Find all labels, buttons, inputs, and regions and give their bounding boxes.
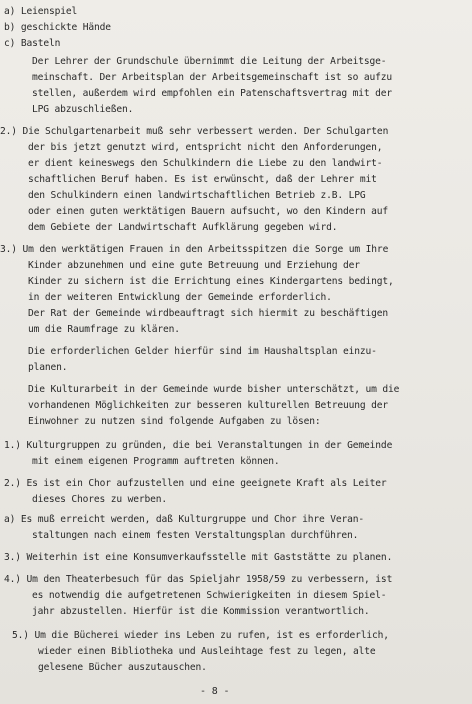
text-line: stellen, außerdem wird empfohlen ein Patenschaftsvertrag mit der	[32, 88, 393, 99]
text-line: wieder einen Bibliotheka und Ausleihtage fest zu legen, alte	[38, 646, 376, 657]
culture-item-1: 1.) Kulturgruppen zu gründen, die bei Veranstaltungen in der Gemeinde	[4, 440, 393, 451]
text-line: Der Lehrer der Grundschule übernimmt die Leitung der Arbeitsge-	[32, 56, 387, 67]
text-line: oder einen guten werktätigen Bauern aufsucht, wo den Kindern auf	[28, 206, 389, 217]
text-line: um die Raumfrage zu klären.	[28, 324, 180, 335]
culture-item-3: 3.) Weiterhin ist eine Konsumverkaufsstelle mit Gaststätte zu planen.	[4, 552, 393, 563]
text-line: vorhandenen Möglichkeiten zur besseren kulturellen Betreuung der	[28, 400, 389, 411]
text-line: es notwendig die aufgetretenen Schwierigkeiten in diesem Spiel-	[32, 590, 387, 601]
text-line: dem Gebiete der Landwirtschaft Aufklärung gegeben wird.	[28, 222, 338, 233]
text-line: Die erforderlichen Gelder hierfür sind im Haushaltsplan einzu-	[28, 346, 377, 357]
text-line: mit einem eigenen Programm auftreten können.	[32, 456, 280, 467]
text-line: gelesene Bücher auszutauschen.	[38, 662, 207, 673]
text-line: in der weiteren Entwicklung der Gemeinde erforderlich.	[28, 292, 332, 303]
text-line: Die Kulturarbeit in der Gemeinde wurde bisher unterschätzt, um die	[28, 384, 400, 395]
culture-item-a: a) Es muß erreicht werden, daß Kulturgruppe und Chor ihre Veran-	[4, 514, 365, 525]
page-number: - 8 -	[200, 686, 230, 697]
text-line: Kinder zu sichern ist die Errichtung eines Kindergartens bedingt,	[28, 276, 394, 287]
culture-item-5: 5.) Um die Bücherei wieder ins Leben zu rufen, ist es erforderlich,	[12, 630, 389, 641]
text-line: staltungen nach einem festen Verstaltungsplan durchführen.	[32, 530, 359, 541]
text-line: jahr abzustellen. Hierfür ist die Kommission verantwortlich.	[32, 606, 370, 617]
list-item-b: b) geschickte Hände	[4, 22, 111, 33]
text-line: dieses Chores zu werben.	[32, 494, 168, 505]
list-item-a: a) Leienspiel	[4, 6, 78, 17]
text-line: Kinder abzunehmen und eine gute Betreuung und Erziehung der	[28, 260, 360, 271]
culture-item-4: 4.) Um den Theaterbesuch für das Spieljahr 1958/59 zu verbessern, ist	[4, 574, 393, 585]
text-line: LPG abzuschließen.	[32, 104, 134, 115]
text-line: den Schulkindern einen landwirtschaftlichen Betrieb z.B. LPG	[28, 190, 366, 201]
text-line: der bis jetzt genutzt wird, entspricht nicht den Anforderungen,	[28, 142, 383, 153]
culture-item-2: 2.) Es ist ein Chor aufzustellen und eine geeignete Kraft als Leiter	[4, 478, 387, 489]
text-line: meinschaft. Der Arbeitsplan der Arbeitsgemeinschaft ist so aufzu	[32, 72, 393, 83]
text-line: Einwohner zu nutzen sind folgende Aufgaben zu lösen:	[28, 416, 321, 427]
text-line: er dient keineswegs den Schulkindern die Liebe zu den landwirt-	[28, 158, 383, 169]
text-line: schaftlichen Beruf haben. Es ist erwünscht, daß der Lehrer mit	[28, 174, 377, 185]
text-line: planen.	[28, 362, 68, 373]
section-3-heading: 3.) Um den werktätigen Frauen in den Arbeitsspitzen die Sorge um Ihre	[0, 244, 389, 255]
section-2-heading: 2.) Die Schulgartenarbeit muß sehr verbessert werden. Der Schulgarten	[0, 126, 389, 137]
text-line: Der Rat der Gemeinde wirdbeauftragt sich hiermit zu beschäftigen	[28, 308, 389, 319]
list-item-c: c) Basteln	[4, 38, 61, 49]
